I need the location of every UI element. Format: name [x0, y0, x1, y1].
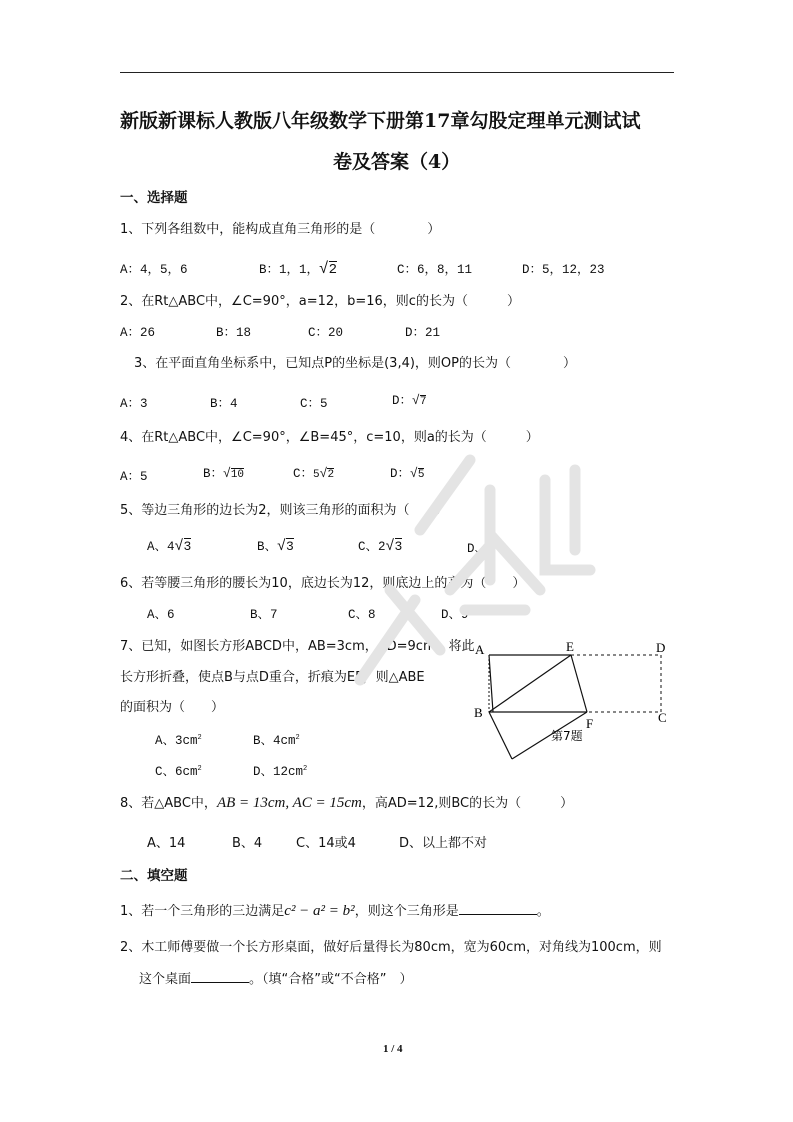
figure-label-B: B [474, 705, 483, 720]
question-5-option-a: A、4√3 [147, 538, 192, 555]
question-6-stem: 6、若等腰三角形的腰长为10，底边长为12，则底边上的高为（ ） [120, 576, 526, 591]
question-4-stem: 4、在Rt△ABC中，∠C=90°，∠B=45°，c=10，则a的长为（ ） [120, 430, 539, 445]
figure-caption: 第7题 [551, 729, 583, 743]
question-3-option-d: D：√7 [392, 393, 427, 408]
fill-question-2-line2: 这个桌面 。（填“合格”或“不合格” ） [139, 968, 412, 987]
question-7-line1: 7、已知，如图长方形ABCD中，AB=3cm，AD=9cm，将此 [120, 639, 475, 654]
question-6-option-c: C、8 [348, 608, 376, 622]
question-3-option-a: A：3 [120, 397, 148, 411]
figure-label-D: D [656, 640, 666, 655]
question-3-option-b: B：4 [210, 397, 238, 411]
figure-label-C: C [658, 710, 667, 725]
question-6-option-b: B、7 [250, 608, 278, 622]
question-3-option-c: C：5 [300, 397, 328, 411]
question-8-stem: 8、若△ABC中，AB = 13cm, AC = 15cm，高AD=12,则BC的长为（ ） [120, 795, 574, 811]
watermark-stamp [330, 430, 630, 730]
question-8-option-d: D、以上都不对 [399, 836, 488, 851]
question-8-option-c: C、14或4 [296, 836, 356, 851]
question-2-option-a: A：26 [120, 326, 156, 340]
question-4-option-b: B：√10 [203, 466, 245, 481]
answer-blank-1[interactable] [459, 901, 537, 915]
question-5-option-d: D、3 [467, 542, 495, 556]
figure-label-E: E [566, 639, 574, 654]
question-7-option-a: A、$3cm^2$ [155, 733, 202, 748]
document-title-line2: 卷及答案（4） [333, 151, 461, 173]
question-6-option-d: D、9 [441, 608, 469, 622]
question-7-option-c: C、$6cm^2$ [155, 764, 202, 779]
question-5-option-b: B、√3 [257, 538, 294, 555]
question-2-stem: 2、在Rt△ABC中，∠C=90°，a=12，b=16，则c的长为（ ） [120, 294, 520, 309]
question-1-option-d: D：5，12，23 [522, 263, 605, 277]
question-4-option-d: D：√5 [390, 466, 425, 481]
question-8-option-b: B、4 [232, 836, 263, 851]
header-rule [120, 72, 674, 73]
fill-question-1: 1、若一个三角形的三边满足c² − a² = b²，则这个三角形是 。 [120, 903, 550, 919]
question-2-option-c: C：20 [308, 326, 344, 340]
document-title-line1: 新版新课标人教版八年级数学下册第17章勾股定理单元测试试 [120, 110, 641, 132]
section-heading-fill-in: 二、填空题 [120, 868, 188, 884]
question-4-option-c: C：5√2 [293, 466, 335, 481]
question-1-option-a: A：4，5，6 [120, 263, 188, 277]
question-2-option-b: B：18 [216, 326, 252, 340]
question-1-stem: 1、下列各组数中，能构成直角三角形的是（ ） [120, 222, 441, 237]
question-1-option-c: C：6，8，11 [397, 263, 473, 277]
section-heading-choice: 一、选择题 [120, 190, 188, 206]
question-3-stem: 3、在平面直角坐标系中，已知点P的坐标是(3,4)，则OP的长为（ ） [134, 356, 577, 371]
figure-label-A: A [475, 642, 485, 657]
question-4-option-a: A：5 [120, 470, 148, 484]
question-7-line3: 的面积为（ ） [120, 700, 225, 715]
question-5-stem: 5、等边三角形的边长为2，则该三角形的面积为（ ） [120, 503, 449, 518]
question-5-option-c: C、2√3 [358, 538, 403, 555]
page-number: 1 / 4 [383, 1043, 403, 1055]
question-7-line2: 长方形折叠，使点B与点D重合，折痕为EF，则△ABE [120, 670, 425, 685]
question-1-option-b: B：1，1，√2 [259, 260, 338, 278]
question-7-option-d: D、$12cm^2$ [253, 764, 308, 779]
question-8-option-a: A、14 [147, 836, 186, 851]
fill-question-2-line1: 2、木工师傅要做一个长方形桌面，做好后量得长为80cm，宽为60cm，对角线为100cm，则 [120, 940, 662, 955]
answer-blank-2[interactable] [191, 969, 249, 983]
question-2-option-d: D：21 [405, 326, 441, 340]
question-7-option-b: B、$4cm^2$ [253, 733, 300, 748]
question-6-option-a: A、6 [147, 608, 175, 622]
figure-label-F: F [586, 716, 594, 731]
